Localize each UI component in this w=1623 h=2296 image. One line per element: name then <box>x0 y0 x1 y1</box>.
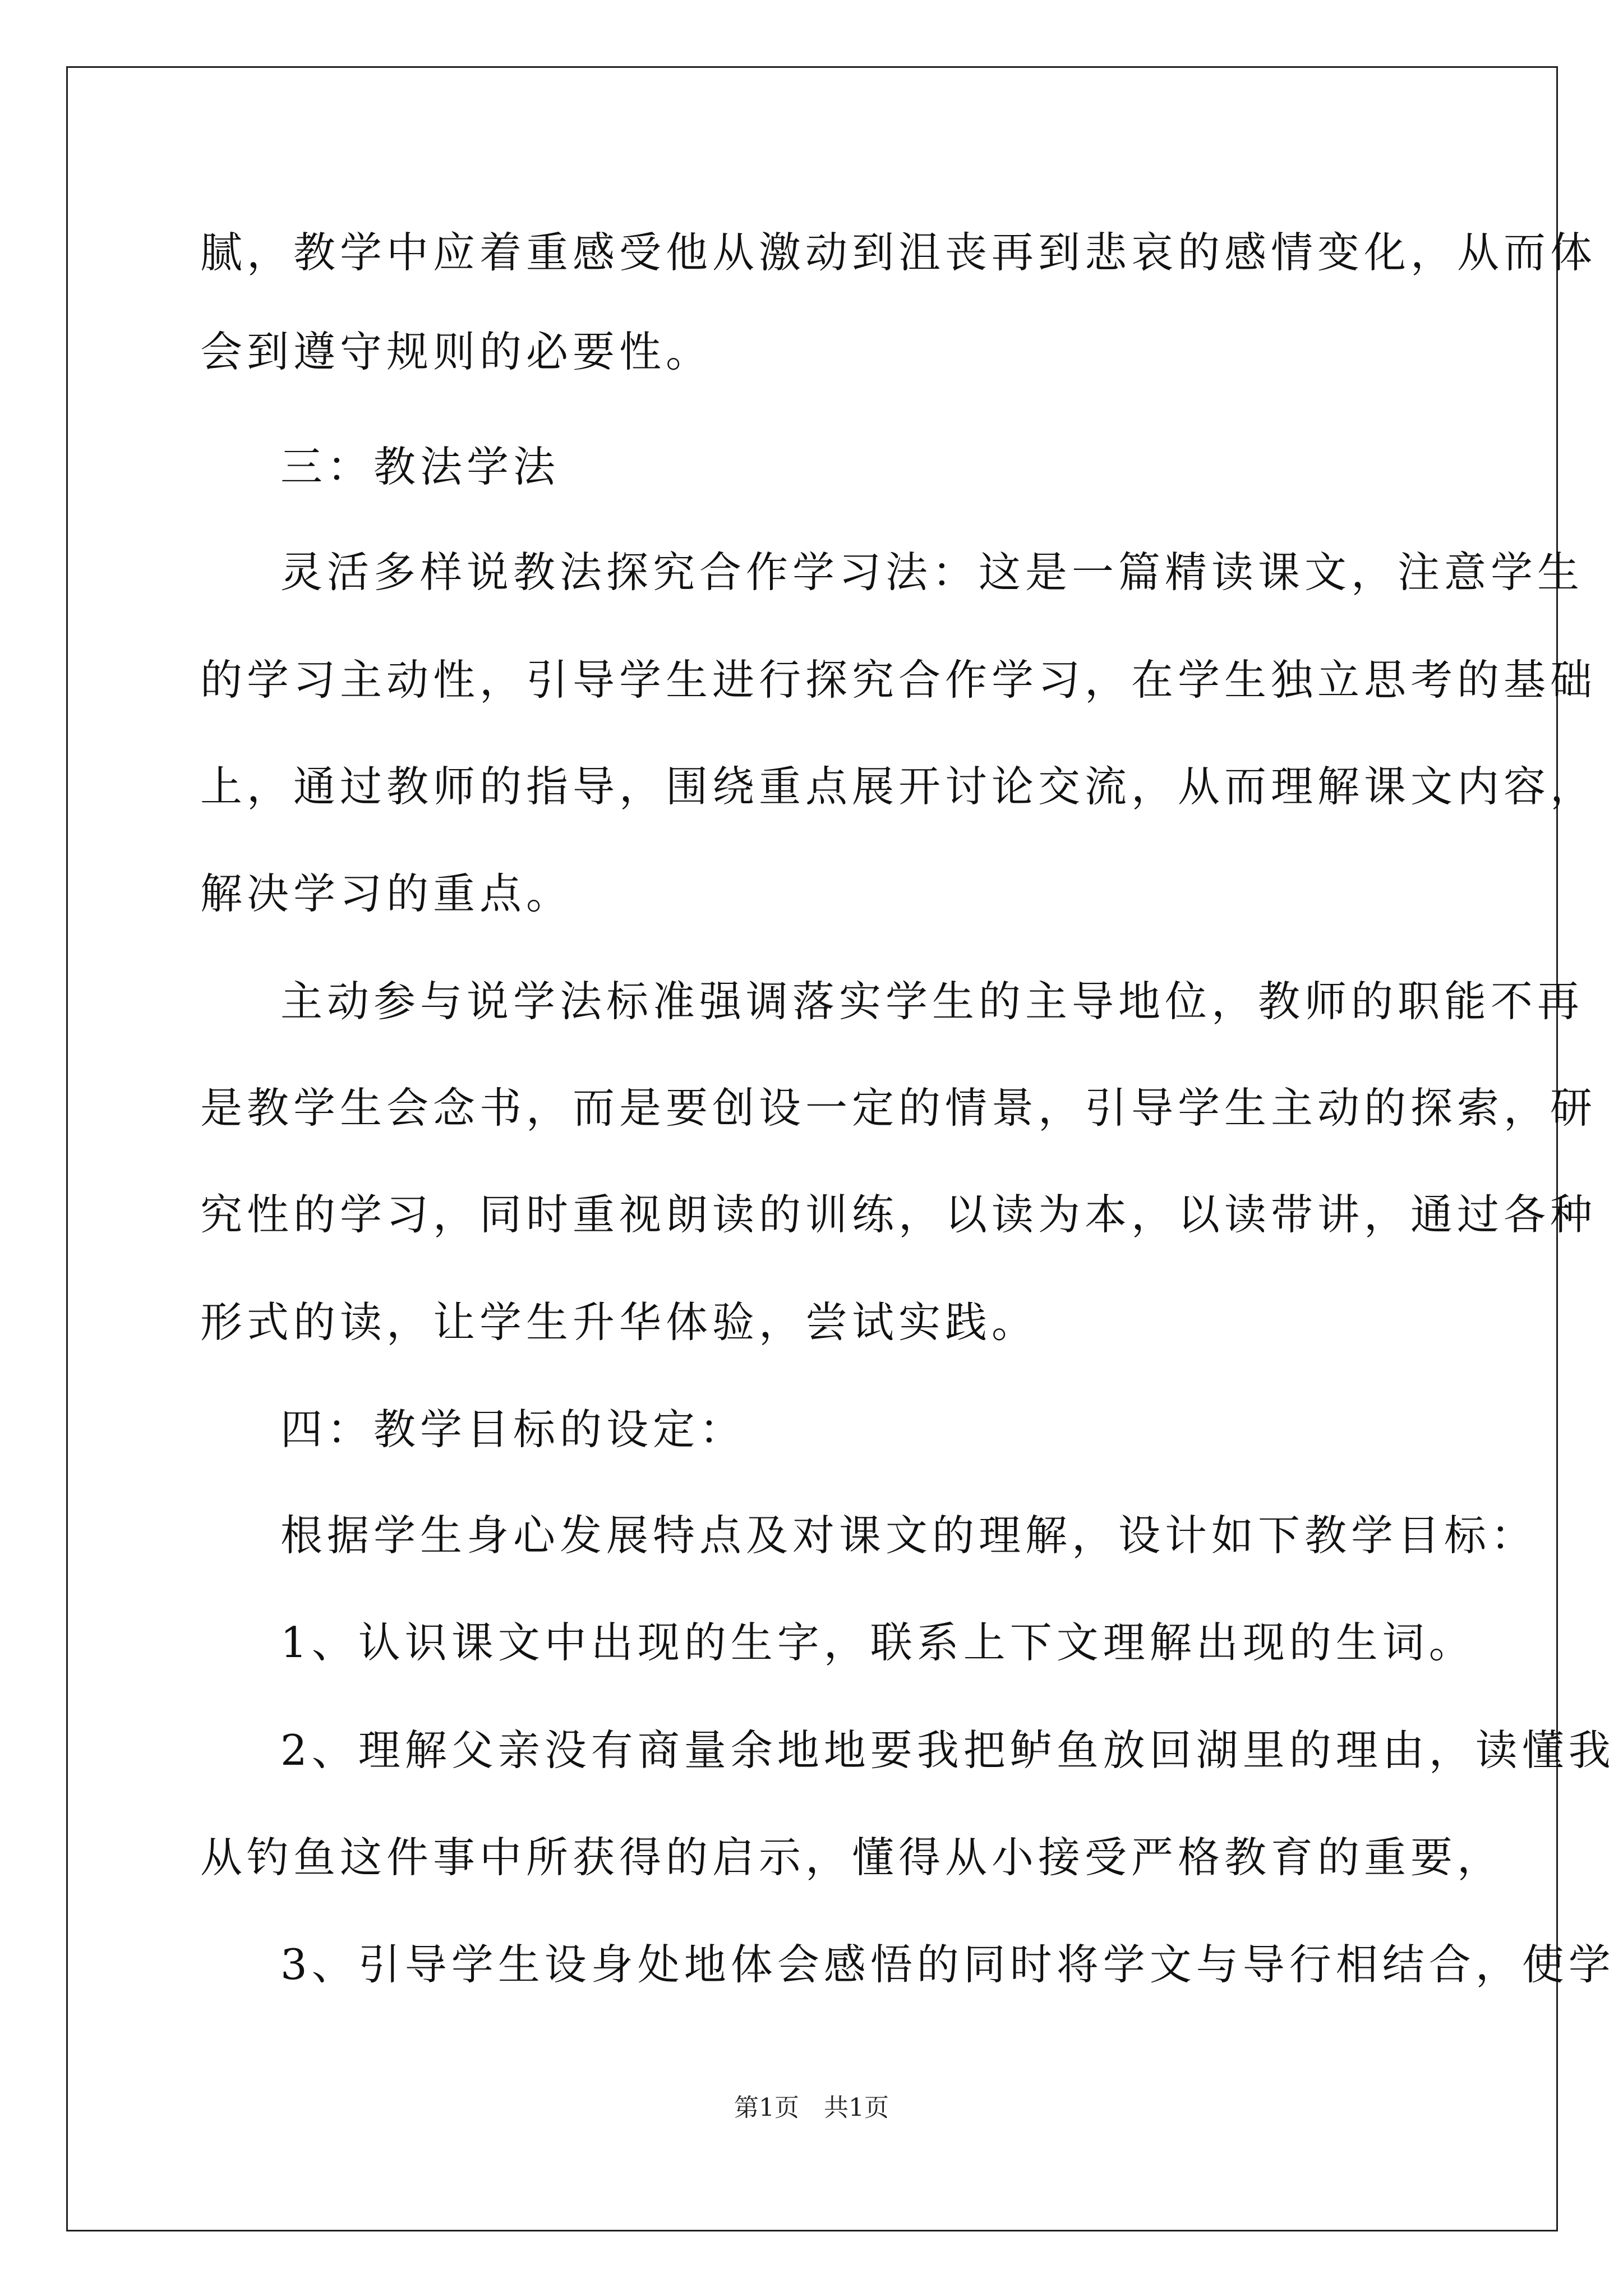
text-line-4: 灵活多样说教法探究合作学习法：这是一篇精读课文，注意学生 <box>280 547 1584 597</box>
text-line-13: 根据学生身心发展特点及对课文的理解，设计如下教学目标： <box>280 1511 1538 1560</box>
text-line-11: 形式的读，让学生升华体验，尝试实践。 <box>200 1297 1039 1347</box>
text-line-7: 解决学习的重点。 <box>200 869 573 918</box>
list-item-2-continued: 从钓鱼这件事中所获得的启示，懂得从小接受严格教育的重要， <box>200 1833 1504 1882</box>
list-item-2: 2、理解父亲没有商量余地地要我把鲈鱼放回湖里的理由，读懂我 <box>280 1726 1615 1775</box>
text-line-1: 腻，教学中应着重感受他从激动到沮丧再到悲哀的感情变化，从而体 <box>200 228 1597 277</box>
section-heading-teaching-goals: 四：教学目标的设定： <box>280 1405 746 1454</box>
text-line-2: 会到遵守规则的必要性。 <box>200 327 713 376</box>
text-line-9: 是教学生会念书，而是要创设一定的情景，引导学生主动的探索，研 <box>200 1083 1597 1133</box>
page-number-footer: 第1页 共1页 <box>734 2093 889 2122</box>
text-line-8: 主动参与说学法标准强调落实学生的主导地位，教师的职能不再 <box>280 977 1584 1026</box>
section-heading-teaching-methods: 三：教法学法 <box>280 442 560 491</box>
text-line-6: 上，通过教师的指导，围绕重点展开讨论交流，从而理解课文内容， <box>200 762 1597 811</box>
list-item-1: 1、认识课文中出现的生字，联系上下文理解出现的生词。 <box>280 1618 1476 1667</box>
text-line-5: 的学习主动性，引导学生进行探究合作学习，在学生独立思考的基础 <box>200 655 1597 705</box>
list-item-3: 3、引导学生设身处地体会感悟的同时将学文与导行相结合，使学 <box>280 1940 1615 1989</box>
text-line-10: 究性的学习，同时重视朗读的训练，以读为本，以读带讲，通过各种 <box>200 1190 1597 1239</box>
page-border <box>66 66 1558 2231</box>
